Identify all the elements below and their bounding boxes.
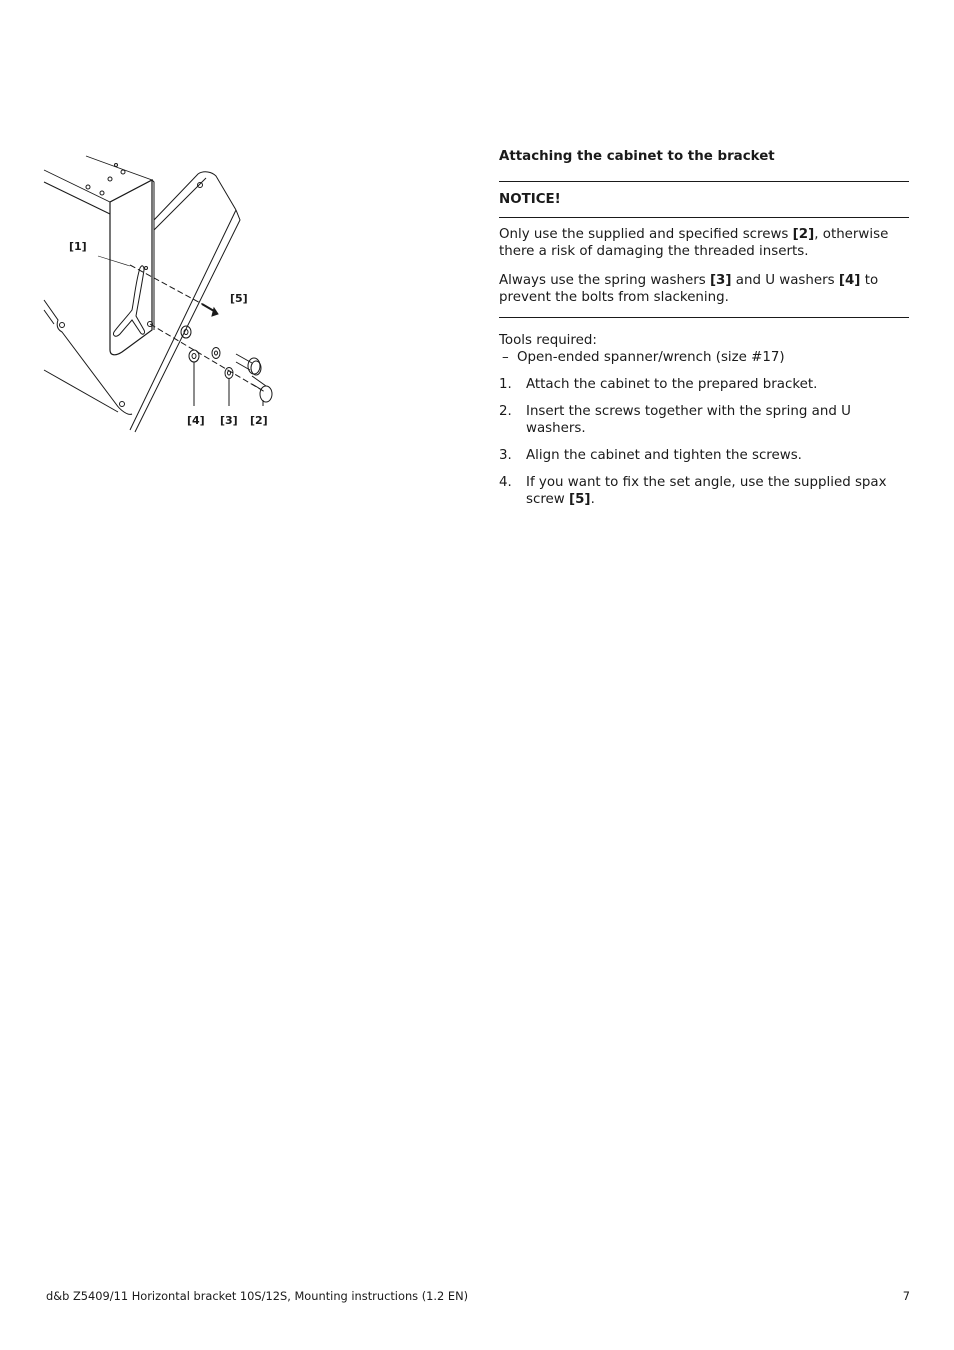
- step-text: If you want to fix the set angle, use the supplied spax screw: [526, 475, 887, 507]
- notice-p1-text-after: , otherwise there a risk of damaging the threaded inserts.: [499, 227, 889, 259]
- step-text-after: .: [590, 492, 595, 507]
- ref-screw-2: [2]: [792, 227, 815, 242]
- bracket-drawing: [40, 160, 280, 440]
- step-text: Attach the cabinet to the prepared bracket.: [526, 377, 818, 392]
- figure-label-3: [3]: [220, 414, 238, 427]
- ref-spring-washer-3: [3]: [709, 273, 732, 288]
- instructions-column: [499, 148, 909, 518]
- notice-p2-text-mid: and U washers: [731, 273, 839, 288]
- notice-top-rule: [499, 181, 909, 182]
- tools-label: Tools required:: [499, 333, 597, 348]
- step-number: 2.: [499, 404, 512, 419]
- step-item: [499, 376, 909, 393]
- tools-item-text: Open-ended spanner/wrench (size #17): [517, 350, 785, 365]
- page-number: 7: [902, 1289, 910, 1303]
- footer-text: d&b Z5409/11 Horizontal bracket 10S/12S, Mounting instructions (1.2 EN): [46, 1289, 469, 1303]
- page-footer: [46, 1289, 910, 1303]
- step-text: Insert the screws together with the spring and U washers.: [526, 404, 851, 436]
- steps-list: [499, 376, 909, 508]
- notice-body: [499, 218, 909, 317]
- step-number: 1.: [499, 377, 512, 392]
- ref-u-washer-4: [4]: [838, 273, 861, 288]
- notice-bottom-rule: [499, 317, 909, 318]
- mounting-illustration: [40, 160, 280, 440]
- step-item: [499, 474, 909, 508]
- notice-p2-text-after: to prevent the bolts from slackening.: [499, 273, 879, 305]
- notice-title: NOTICE!: [499, 192, 561, 207]
- ref-spax-screw-5: [5]: [569, 492, 591, 507]
- tools-list-item: [499, 349, 909, 366]
- notice-paragraph-1: [499, 226, 909, 260]
- step-number: 4.: [499, 475, 512, 490]
- figure-label-2: [2]: [250, 414, 268, 427]
- notice-p1-text: Only use the supplied and specified screws: [499, 227, 793, 242]
- step-number: 3.: [499, 448, 512, 463]
- figure-label-1: [1]: [69, 240, 87, 253]
- step-item: [499, 403, 909, 437]
- figure-label-5: [5]: [230, 292, 248, 305]
- tools-required: [499, 332, 909, 366]
- step-item: [499, 447, 909, 464]
- notice-paragraph-2: [499, 272, 909, 306]
- step-text: Align the cabinet and tighten the screws.: [526, 448, 802, 463]
- section-heading: Attaching the cabinet to the bracket: [499, 149, 775, 164]
- figure-label-4: [4]: [187, 414, 205, 427]
- notice-p2-text: Always use the spring washers: [499, 273, 710, 288]
- dash-bullet: –: [502, 350, 509, 365]
